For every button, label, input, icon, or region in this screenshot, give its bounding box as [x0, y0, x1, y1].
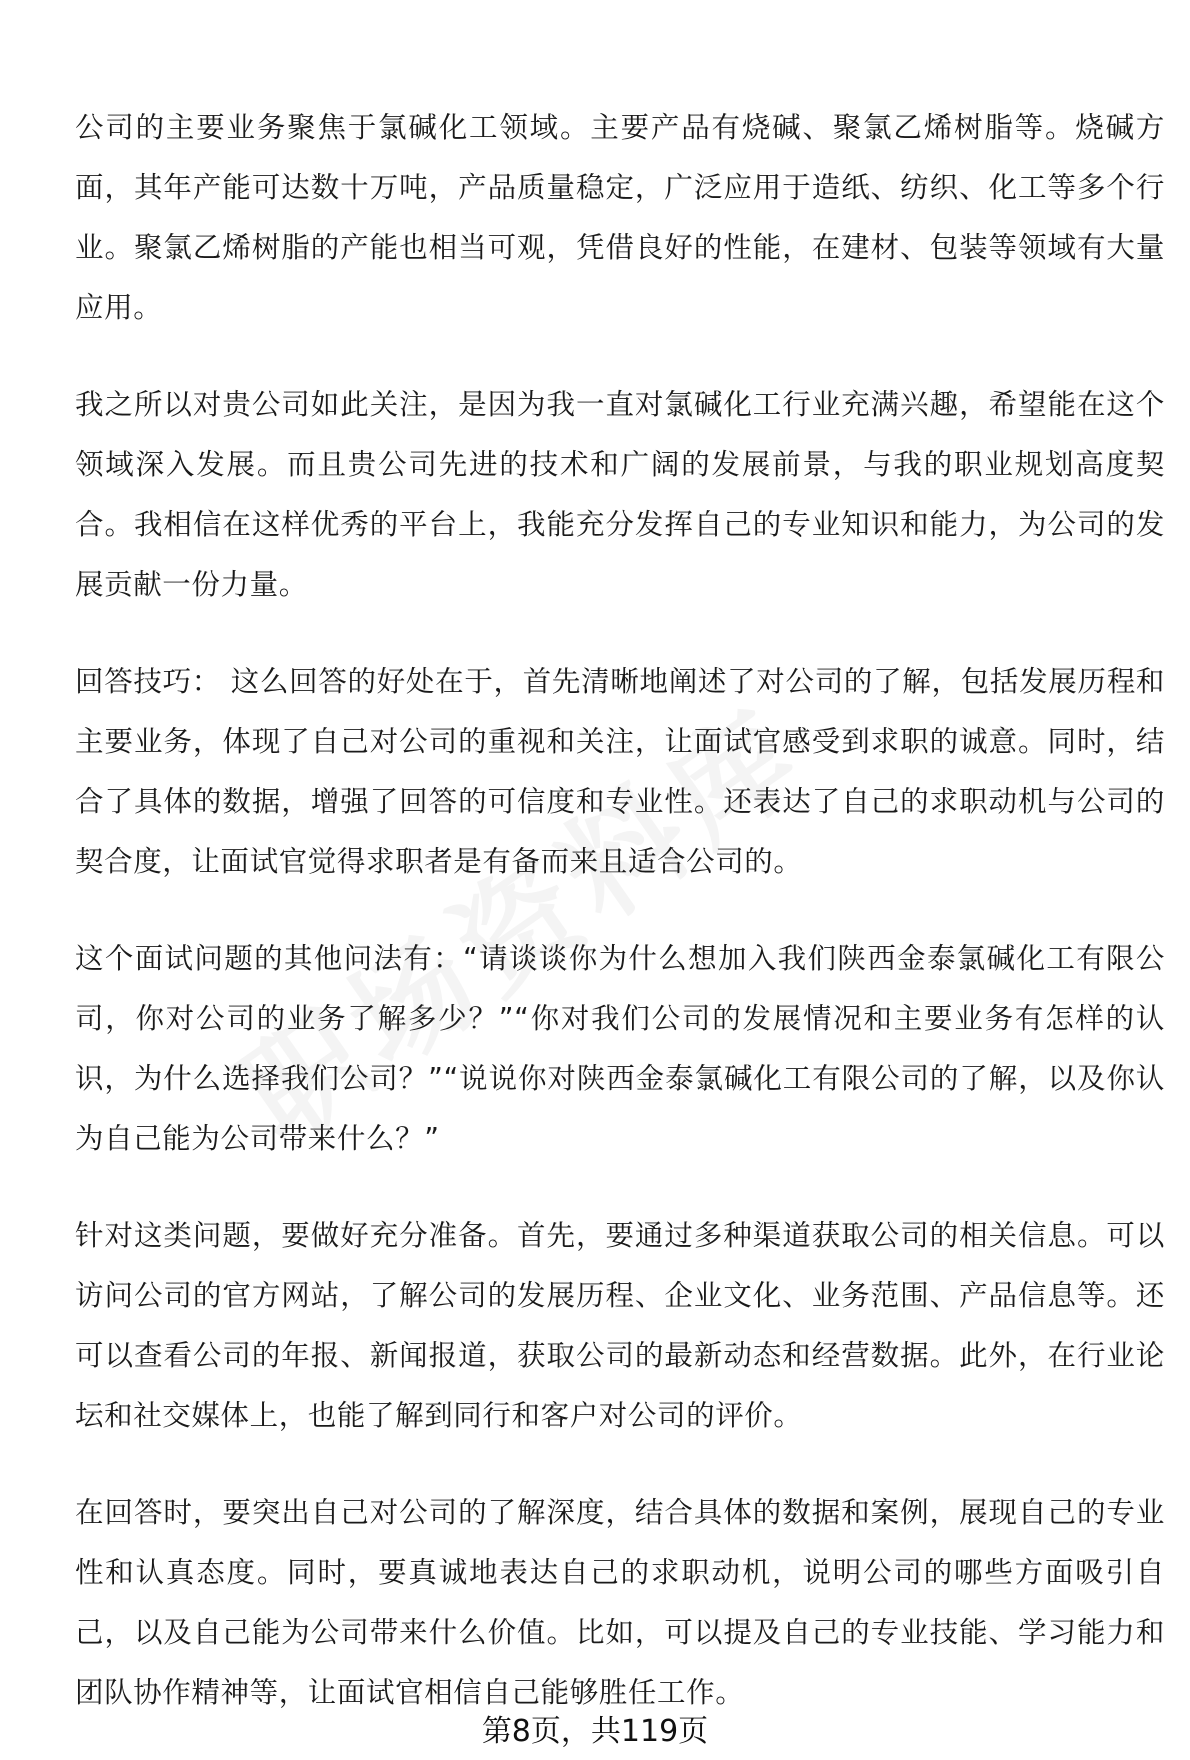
paragraph-motivation: 我之所以对贵公司如此关注，是因为我一直对氯碱化工行业充满兴趣，希望能在这个领域深入发展。而且贵公司先进的技术和广阔的发展前景，与我的职业规划高度契合。我相信在这样优秀的平台上，我能充分发挥自己的专业知识和能力，为公司的发展贡献一份力量。: [75, 388, 1165, 601]
paragraph-company-business: 公司的主要业务聚焦于氯碱化工领域。主要产品有烧碱、聚氯乙烯树脂等。烧碱方面，其年产能可达数十万吨，产品质量稳定，广泛应用于造纸、纺织、化工等多个行业。聚氯乙烯树脂的产能也相当可观，凭借良好的性能，在建材、包装等领域有大量应用。: [75, 111, 1165, 324]
page-number-footer: 第8页，共119页: [481, 1714, 709, 1749]
paragraph-preparation: 针对这类问题，要做好充分准备。首先，要通过多种渠道获取公司的相关信息。可以访问公司的官方网站，了解公司的发展历程、企业文化、业务范围、产品信息等。还可以查看公司的年报、新闻报道，获取公司的最新动态和经营数据。此外，在行业论坛和社交媒体上，也能了解到同行和客户对公司的评价。: [75, 1219, 1165, 1432]
document-body: [75, 98, 1165, 1760]
paragraph-answer-tips: 回答技巧： 这么回答的好处在于，首先清晰地阐述了对公司的了解，包括发展历程和主要业务，体现了自己对公司的重视和关注，让面试官感受到求职的诚意。同时，结合了具体的数据，增强了回答的可信度和专业性。还表达了自己的求职动机与公司的契合度，让面试官觉得求职者是有备而来且适合公司的。: [75, 665, 1165, 878]
paragraph-answering-advice: 在回答时，要突出自己对公司的了解深度，结合具体的数据和案例，展现自己的专业性和认真态度。同时，要真诚地表达自己的求职动机，说明公司的哪些方面吸引自己，以及自己能为公司带来什么价值。比如，可以提及自己的专业技能、学习能力和团队协作精神等，让面试官相信自己能够胜任工作。: [75, 1496, 1165, 1709]
paragraph-alternative-questions: 这个面试问题的其他问法有：“请谈谈你为什么想加入我们陕西金泰氯碱化工有限公司，你对公司的业务了解多少？”“你对我们公司的发展情况和主要业务有怎样的认识，为什么选择我们公司？”“说说你对陕西金泰氯碱化工有限公司的了解，以及你认为自己能为公司带来什么？”: [75, 942, 1165, 1155]
